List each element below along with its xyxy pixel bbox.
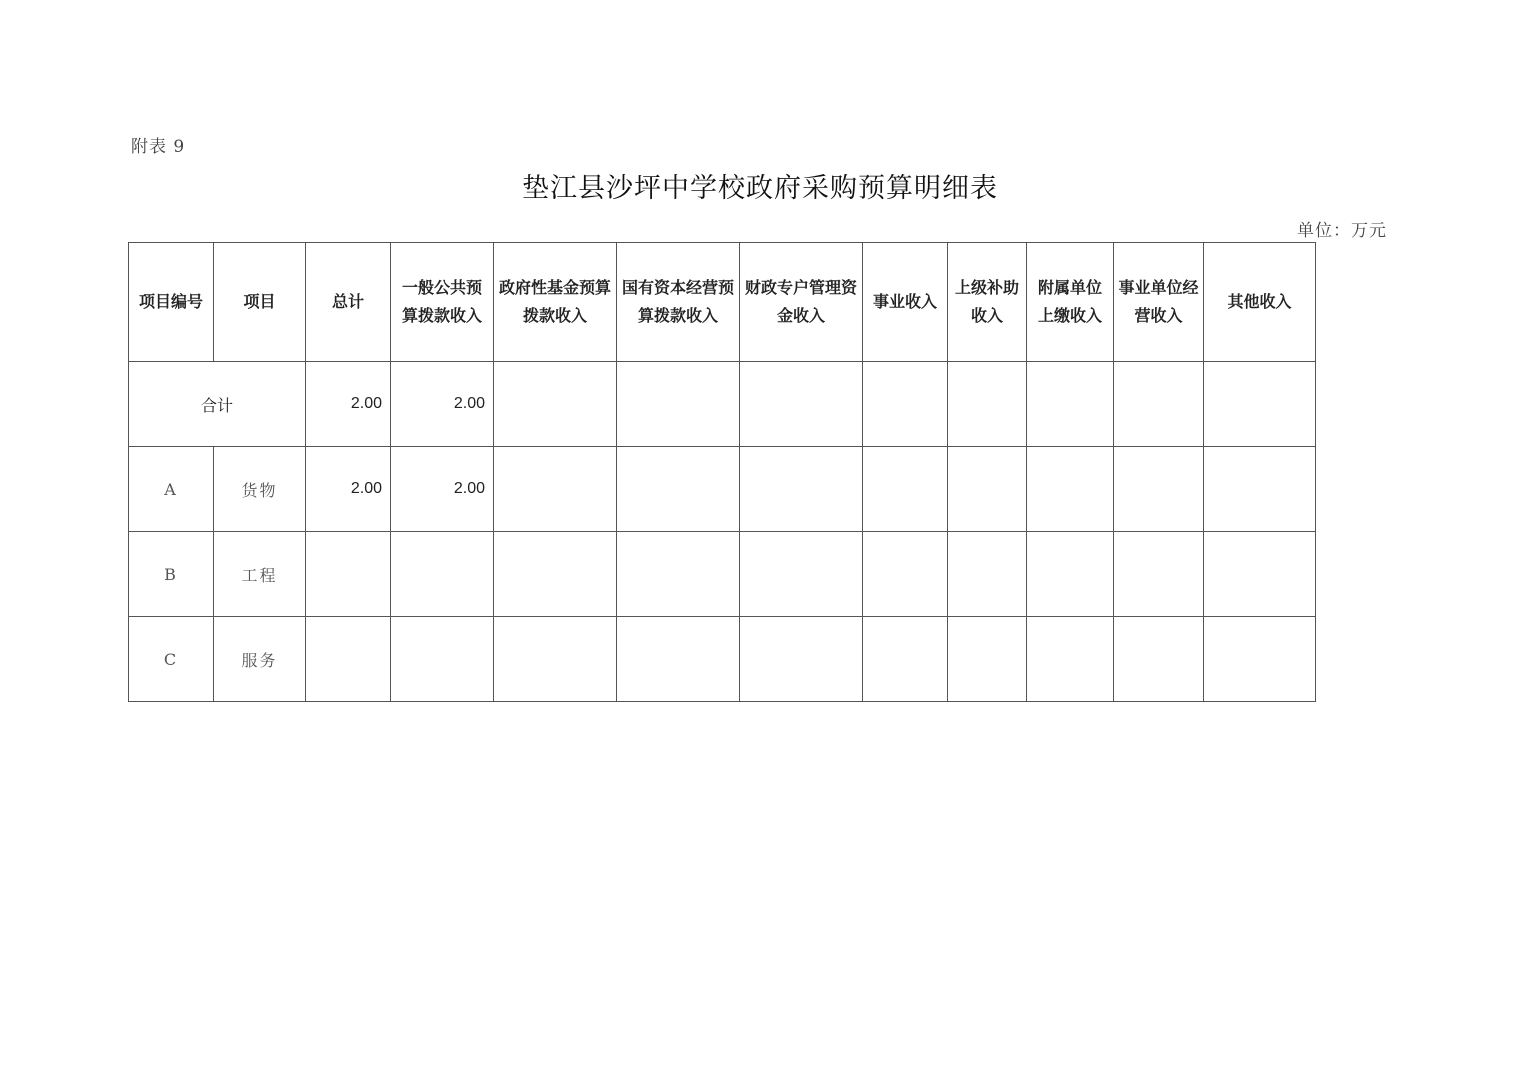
- attachment-label: 附表 9: [131, 137, 186, 157]
- table-cell: [863, 532, 948, 617]
- row-code: A: [129, 447, 214, 532]
- row-code: C: [129, 617, 214, 702]
- header-general-budget: 一般公共预算拨款收入: [391, 243, 494, 362]
- total-label: 合计: [129, 362, 306, 447]
- table-cell: [494, 447, 617, 532]
- table-cell: [1027, 617, 1114, 702]
- table-total-row: [129, 362, 1316, 447]
- header-state-capital-budget: 国有资本经营预算拨款收入: [617, 243, 740, 362]
- table-cell: [1114, 447, 1204, 532]
- total-general-budget: 2.00: [391, 362, 494, 447]
- table-row: [129, 617, 1316, 702]
- table-cell: [1204, 447, 1316, 532]
- table-cell: [863, 447, 948, 532]
- table-cell: [863, 362, 948, 447]
- header-other-income: 其他收入: [1204, 243, 1316, 362]
- table-cell: [494, 532, 617, 617]
- table-cell: [948, 532, 1027, 617]
- row-code: B: [129, 532, 214, 617]
- row-total: [306, 532, 391, 617]
- table-cell: [948, 362, 1027, 447]
- table-cell: [1204, 617, 1316, 702]
- table-cell: [617, 362, 740, 447]
- header-total: 总计: [306, 243, 391, 362]
- table-cell: [494, 362, 617, 447]
- table-cell: [617, 617, 740, 702]
- table-cell: [494, 617, 617, 702]
- header-fiscal-special-account: 财政专户管理资金收入: [740, 243, 863, 362]
- page-title: 垫江县沙坪中学校政府采购预算明细表: [522, 173, 998, 204]
- header-project-code: 项目编号: [129, 243, 214, 362]
- row-general-budget: [391, 532, 494, 617]
- table-cell: [1114, 362, 1204, 447]
- table-cell: [1204, 532, 1316, 617]
- row-general-budget: [391, 617, 494, 702]
- unit-label: 单位：万元: [1297, 221, 1387, 241]
- row-name: 货物: [214, 447, 306, 532]
- row-name: 工程: [214, 532, 306, 617]
- table-cell: [948, 447, 1027, 532]
- table-cell: [863, 617, 948, 702]
- total-amount: 2.00: [306, 362, 391, 447]
- header-business-income: 事业收入: [863, 243, 948, 362]
- table-cell: [1114, 532, 1204, 617]
- procurement-budget-table: [128, 242, 1316, 702]
- header-project: 项目: [214, 243, 306, 362]
- table-cell: [1204, 362, 1316, 447]
- header-affiliated-remittance: 附属单位上缴收入: [1027, 243, 1114, 362]
- header-gov-fund-budget: 政府性基金预算拨款收入: [494, 243, 617, 362]
- row-name: 服务: [214, 617, 306, 702]
- table-row: [129, 447, 1316, 532]
- table-cell: [740, 362, 863, 447]
- table-cell: [1027, 362, 1114, 447]
- table-cell: [617, 447, 740, 532]
- table-row: [129, 532, 1316, 617]
- table-cell: [948, 617, 1027, 702]
- table-cell: [1027, 532, 1114, 617]
- header-operating-income: 事业单位经营收入: [1114, 243, 1204, 362]
- row-total: 2.00: [306, 447, 391, 532]
- row-general-budget: 2.00: [391, 447, 494, 532]
- table-cell: [1114, 617, 1204, 702]
- table-cell: [1027, 447, 1114, 532]
- table-cell: [740, 447, 863, 532]
- table-header-row: [129, 243, 1316, 362]
- header-superior-subsidy: 上级补助收入: [948, 243, 1027, 362]
- table-cell: [740, 617, 863, 702]
- table-cell: [740, 532, 863, 617]
- table-cell: [617, 532, 740, 617]
- row-total: [306, 617, 391, 702]
